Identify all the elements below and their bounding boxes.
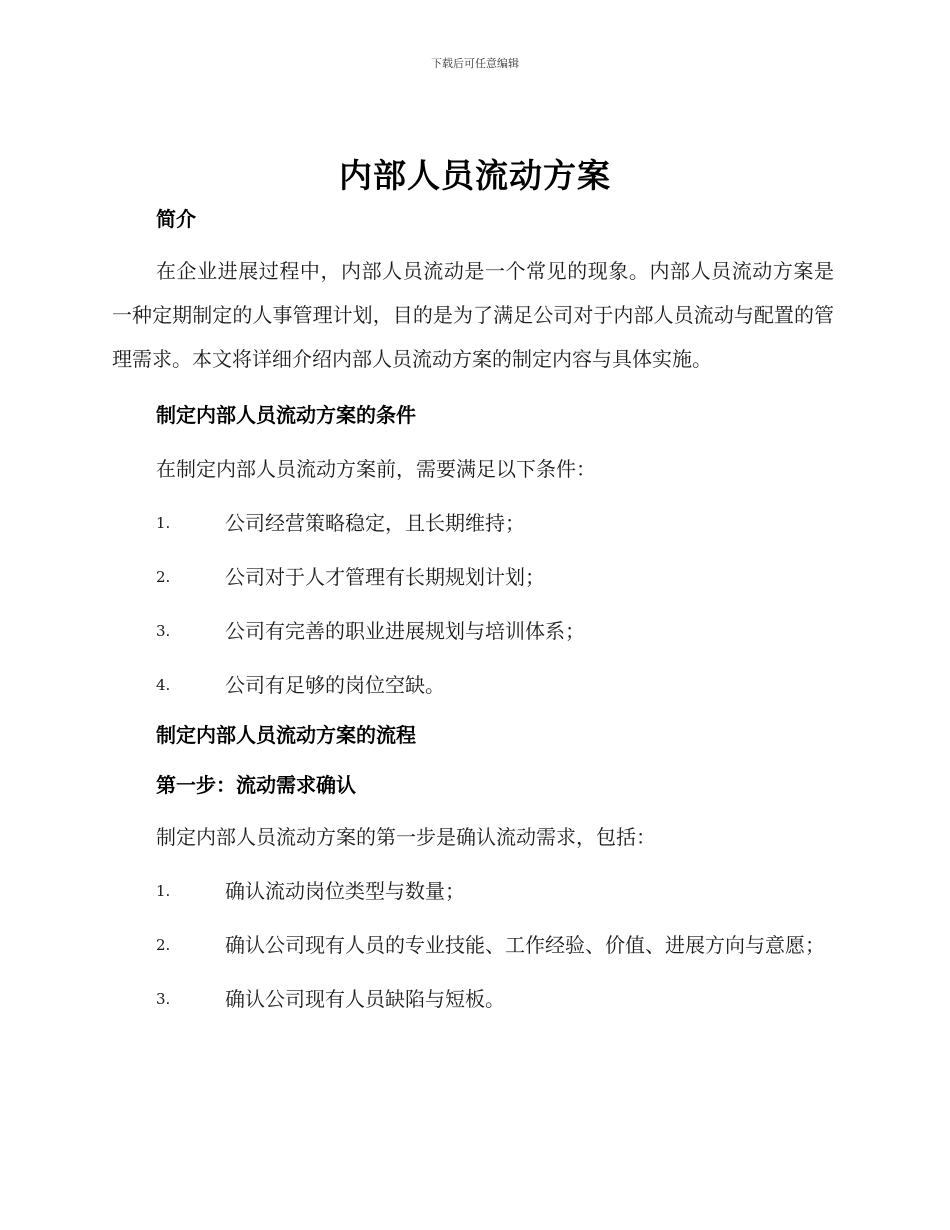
- section-heading-process: 制定内部人员流动方案的流程: [156, 723, 416, 747]
- list-item: [112, 663, 834, 707]
- list-text: 确认流动岗位类型与数量；: [225, 879, 465, 903]
- list-text: 公司有足够的岗位空缺。: [225, 673, 445, 697]
- list-item: [112, 923, 834, 967]
- list-text: 公司经营策略稳定，且长期维持；: [225, 511, 525, 535]
- document-body: [112, 203, 834, 1021]
- document-title: 内部人员流动方案: [339, 156, 611, 195]
- intro-paragraph: 在企业进展过程中，内部人员流动是一个常见的现象。内部人员流动方案是一种定期制定的人事管理计划，目的是为了满足公司对于内部人员流动与配置的管理需求。本文将详细介绍内部人员流动方案的制定内容与具体实施。: [112, 259, 834, 371]
- list-text: 确认公司现有人员缺陷与短板。: [225, 987, 505, 1011]
- list-item: [112, 501, 834, 545]
- section-heading-intro: 简介: [156, 207, 196, 231]
- list-item: [112, 609, 834, 653]
- list-number: 3.: [156, 622, 171, 640]
- list-text: 确认公司现有人员的专业技能、工作经验、价值、进展方向与意愿；: [225, 933, 825, 957]
- list-item: [112, 977, 834, 1021]
- header-note: 下载后可任意编辑: [431, 57, 519, 70]
- list-number: 1.: [156, 882, 171, 900]
- section-heading-step1: 第一步：流动需求确认: [156, 773, 356, 797]
- conditions-intro-paragraph: 在制定内部人员流动方案前，需要满足以下条件：: [156, 457, 596, 481]
- list-number: 2.: [156, 568, 171, 586]
- list-number: 2.: [156, 936, 171, 954]
- list-text: 公司对于人才管理有长期规划计划；: [225, 565, 545, 589]
- section-heading-conditions: 制定内部人员流动方案的条件: [156, 403, 416, 427]
- list-number: 4.: [156, 676, 171, 694]
- list-number: 3.: [156, 990, 171, 1008]
- list-number: 1.: [156, 514, 171, 532]
- list-item: [112, 555, 834, 599]
- step1-intro-paragraph: 制定内部人员流动方案的第一步是确认流动需求，包括：: [156, 825, 656, 849]
- list-text: 公司有完善的职业进展规划与培训体系；: [225, 619, 585, 643]
- list-item: [112, 869, 834, 913]
